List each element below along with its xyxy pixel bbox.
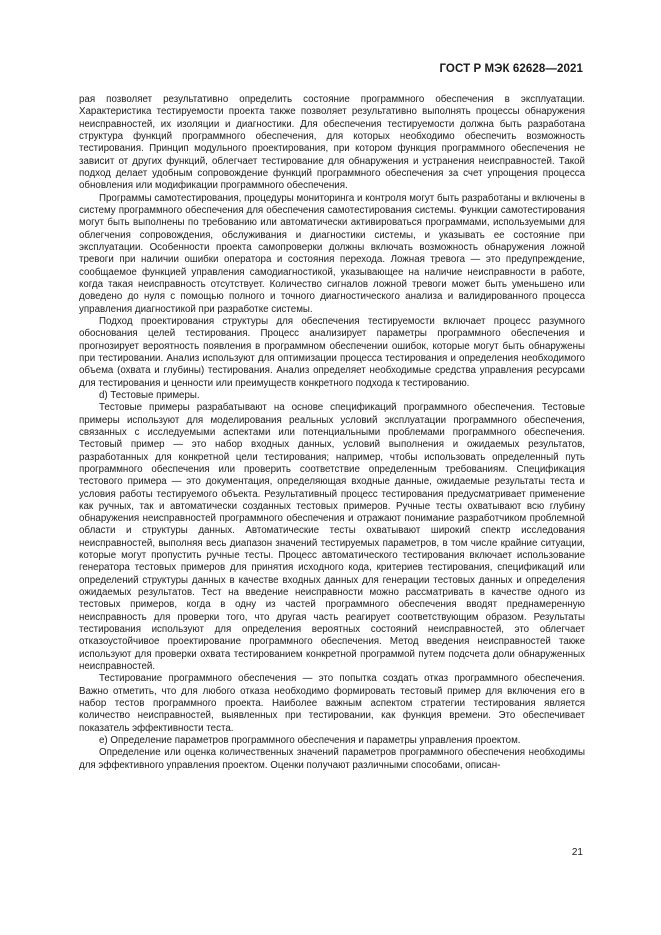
paragraph-continued: рая позволяет результативно определить состояние программного обеспечения в эксплуатации. Характеристика тестируемости проекта также позволяет результативно выполнять процессы обнаружения неисправностей, их изоляции и диагностики. Для обеспечения тестируемости должна быть разработана структура функций программного обеспечения, для которых необходимо обеспечить возможность тестирования. Принцип модульного проектирования, при котором функция программного обеспечения не зависит от других функций, облегчает тестирование для обнаружения и устранения неисправностей. Такой подход делает удобным сопровождение функций программного обеспечения за счет упрощения процесса обновления или модификации программного обеспечения. xyxy=(79,94,585,192)
paragraph-test-cases: Тестовые примеры разрабатывают на основе спецификаций программного обеспечения. Тестовые примеры используют для моделирования реальных условий эксплуатации программного обеспечения, связанных с исследуемыми аспектами или потенциальными проблемами программного обеспечения. Тестовый пример — это набор входных данных, условий выполнения и ожидаемых результатов, разработанных для конкретной цели тестирования; например, чтобы использовать определенный путь программного обеспечения или проверить соответствие определенным требованиям. Спецификация тестового примера — это документация, определяющая входные данные, ожидаемые результаты теста и условия работы тестируемого объекта. Результативный процесс тестирования предусматривает применение как ручных, так и автоматически созданных тестовых примеров. Ручные тесты охватывают всю глубину обнаружения неисправностей программного обеспечения и отражают понимание разработчиком проблемной области и структуры данных. Автоматические тесты охватывают широкий спектр исследования неисправностей, выполняя весь диапазон значений тестируемых параметров, в том числе крайние ситуации, которые могут пропустить ручные тесты. Процесс автоматического тестирования включает использование генератора тестовых примеров для принятия исходного кода, критериев тестирования, спецификаций или определений структуры данных в качестве входных данных для генерации тестовых данных и определения ожидаемых результатов. Тест на введение неисправности можно рассматривать в качестве одного из тестовых примеров, когда в одну из частей программного обеспечения вводят преднамеренную неисправность для проверки того, что другая часть реагирует соответствующим образом. Результаты тестирования используют для определения вероятных состояний неисправностей, это облегчает отказоустойчивое проектирование программного обеспечения. Метод введения неисправностей также используют для проверки охвата тестированием конкретной программой путем подсчета доли обнаруженных неисправностей. xyxy=(79,402,585,673)
paragraph-self-testing: Программы самотестирования, процедуры мониторинга и контроля могут быть разработаны и включены в систему программного обеспечения для обеспечения самотестирования системы. Функции самотестирования могут быть выполнены по требованию или автоматически активироваться программами, используемыми для облегчения сопровождения, обслуживания и диагностики системы, и указывать ее состояние при эксплуатации. Особенности проекта самопроверки должны включать возможность обнаружения ложной тревоги при наличии ошибки оператора и состояния перехода. Ложная тревога — это предупреждение, сообщаемое функцией управления самодиагностикой, указывающее на наличие неисправности в работе, когда такая неисправность отсутствует. Количество сигналов ложной тревоги может быть уменьшено или доведено до нуля с помощью полного и точного диагностического анализа и валидированного процесса управления диагностикой при разработке системы. xyxy=(79,192,585,315)
page-number: 21 xyxy=(571,847,583,858)
list-item-d: d) Тестовые примеры. xyxy=(99,389,200,401)
standard-header: ГОСТ Р МЭК 62628—2021 xyxy=(439,63,583,75)
paragraph-software-testing: Тестирование программного обеспечения — это попытка создать отказ программного обеспечения. Важно отметить, что для любого отказа необходимо формировать тестовый пример для включения его в набор тестов программного проекта. Наиболее важным аспектом стратегии тестирования является количество неисправностей, выявленных при тестировании, как функция времени. Это обеспечивает показатель эффективности теста. xyxy=(79,673,585,734)
body-text xyxy=(79,94,585,772)
paragraph-parameters: Определение или оценка количественных значений параметров программного обеспечения необходимы для эффективного управления проектом. Оценки получают различными способами, описан- xyxy=(79,747,585,771)
paragraph-design-approach: Подход проектирования структуры для обеспечения тестируемости включает процесс разумного обоснования целей тестирования. Процесс анализирует параметры программного обеспечения и прогнозирует вероятность появления в программном обеспечении ошибок, которые могут быть обнаружены при тестировании. Анализ используют для оптимизации процесса тестирования и определения необходимого объема (охвата и глубины) тестирования. Анализ определяет необходимые средства управления ресурсами для тестирования и ценности или преимуществ конкретного подхода к тестированию. xyxy=(79,315,585,389)
list-item-e: e) Определение параметров программного обеспечения и параметры управления проектом. xyxy=(99,735,521,747)
